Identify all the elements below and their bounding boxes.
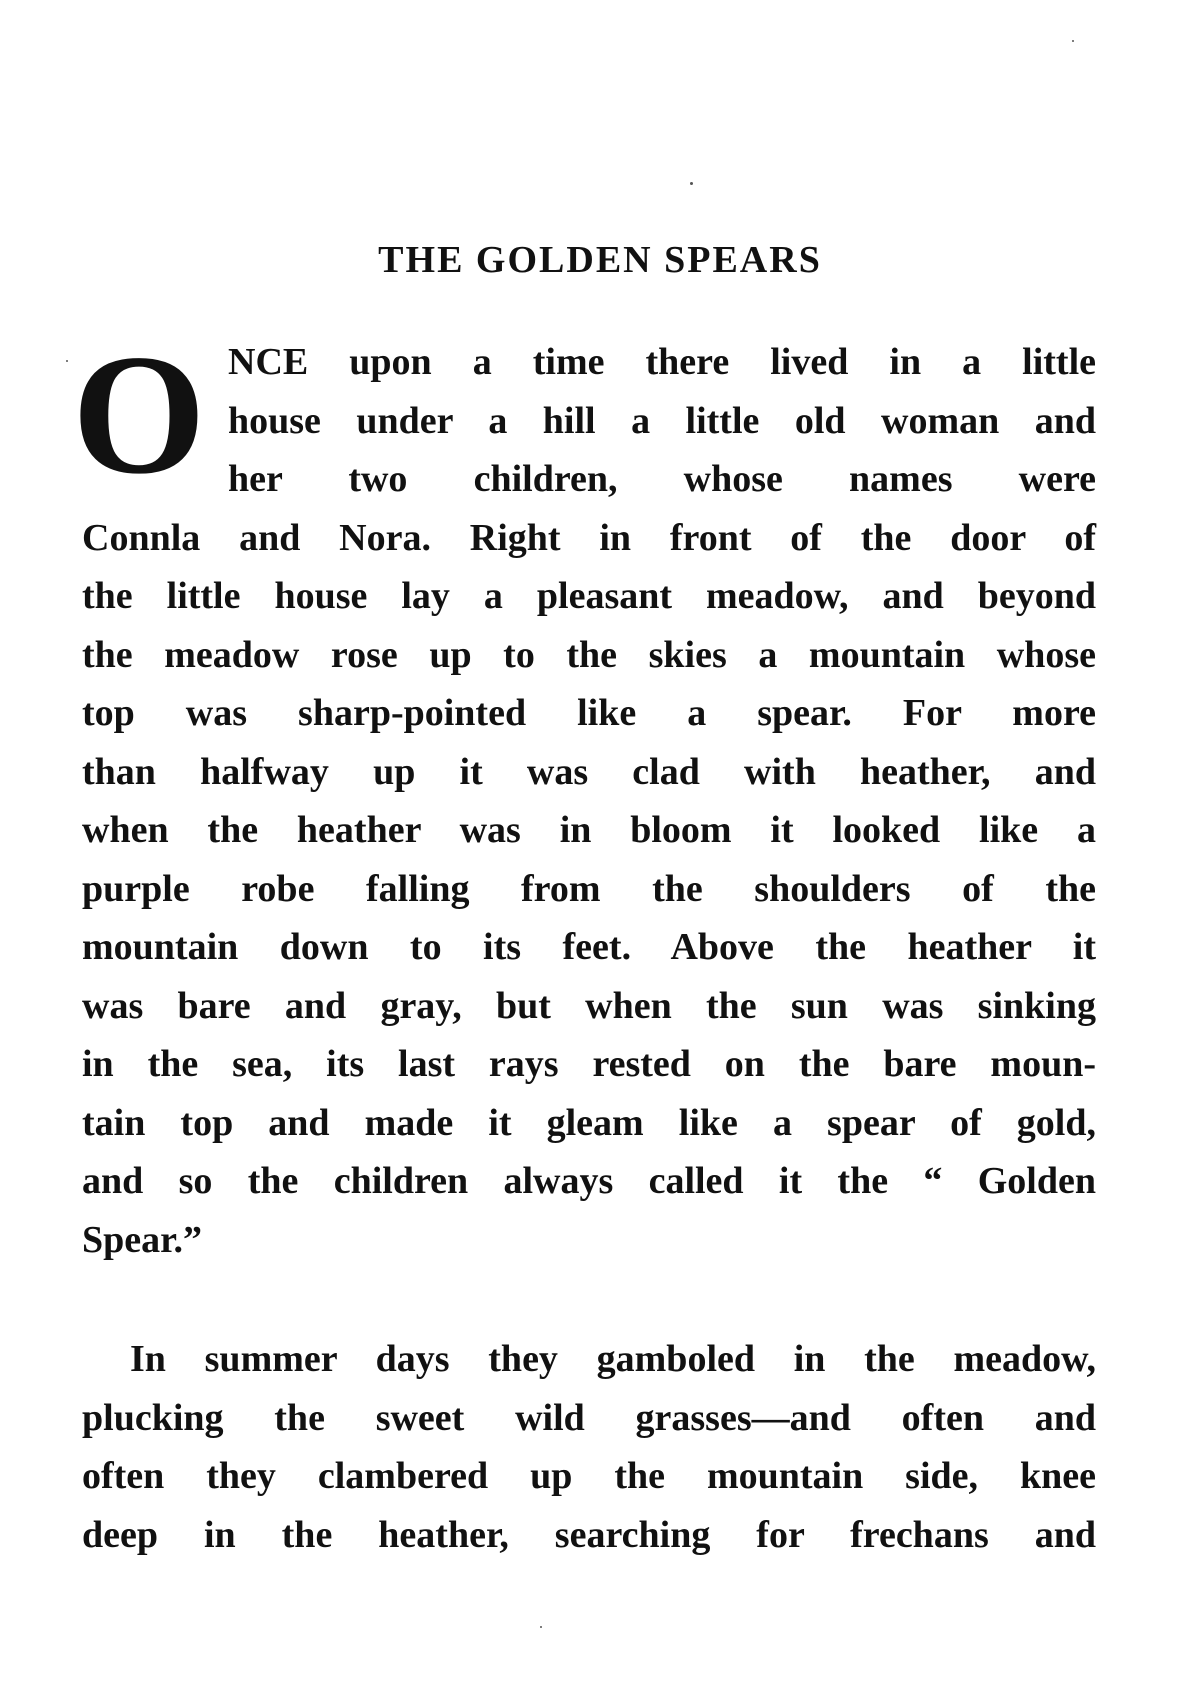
text-line: mountain down to its feet. Above the heather it [82,926,1096,968]
text-line: in the sea, its last rays rested on the bare moun- [82,1043,1096,1085]
page-speck [66,360,68,362]
text-line: the little house lay a pleasant meadow, and beyond [82,575,1096,617]
text-line: when the heather was in bloom it looked like a [82,809,1096,851]
text-line: purple robe falling from the shoulders of the [82,867,1096,910]
page-speck [540,1626,542,1628]
text-line: In summer days they gamboled in the meadow, [130,1338,1096,1380]
text-line: was bare and gray, but when the sun was sinking [82,984,1096,1027]
page-speck [1072,40,1074,42]
text-line: and so the children always called it the “ Golden [82,1160,1096,1202]
text-line: the meadow rose up to the skies a mountain whose [82,633,1096,676]
text-line: deep in the heather, searching for frechans and [82,1513,1096,1556]
page-speck [690,182,693,185]
text-line: house under a hill a little old woman and [228,399,1096,442]
text-line: tain top and made it gleam like a spear of gold, [82,1101,1096,1144]
text-line: her two children, whose names were [228,458,1096,500]
text-line: Spear.” [82,1218,203,1261]
paragraph-1 [82,333,1096,1269]
text-line: often they clambered up the mountain side, knee [82,1455,1096,1497]
paragraph-2 [82,1330,1096,1564]
text-line: NCE upon a time there lived in a little [228,341,1096,383]
drop-cap: O [72,320,206,510]
text-line: than halfway up it was clad with heather, and [82,750,1096,793]
text-line: top was sharp-pointed like a spear. For more [82,692,1096,734]
text-line: Connla and Nora. Right in front of the door of [82,516,1096,559]
story-title: THE GOLDEN SPEARS [378,239,822,281]
text-line: plucking the sweet wild grasses—and often and [82,1396,1096,1439]
